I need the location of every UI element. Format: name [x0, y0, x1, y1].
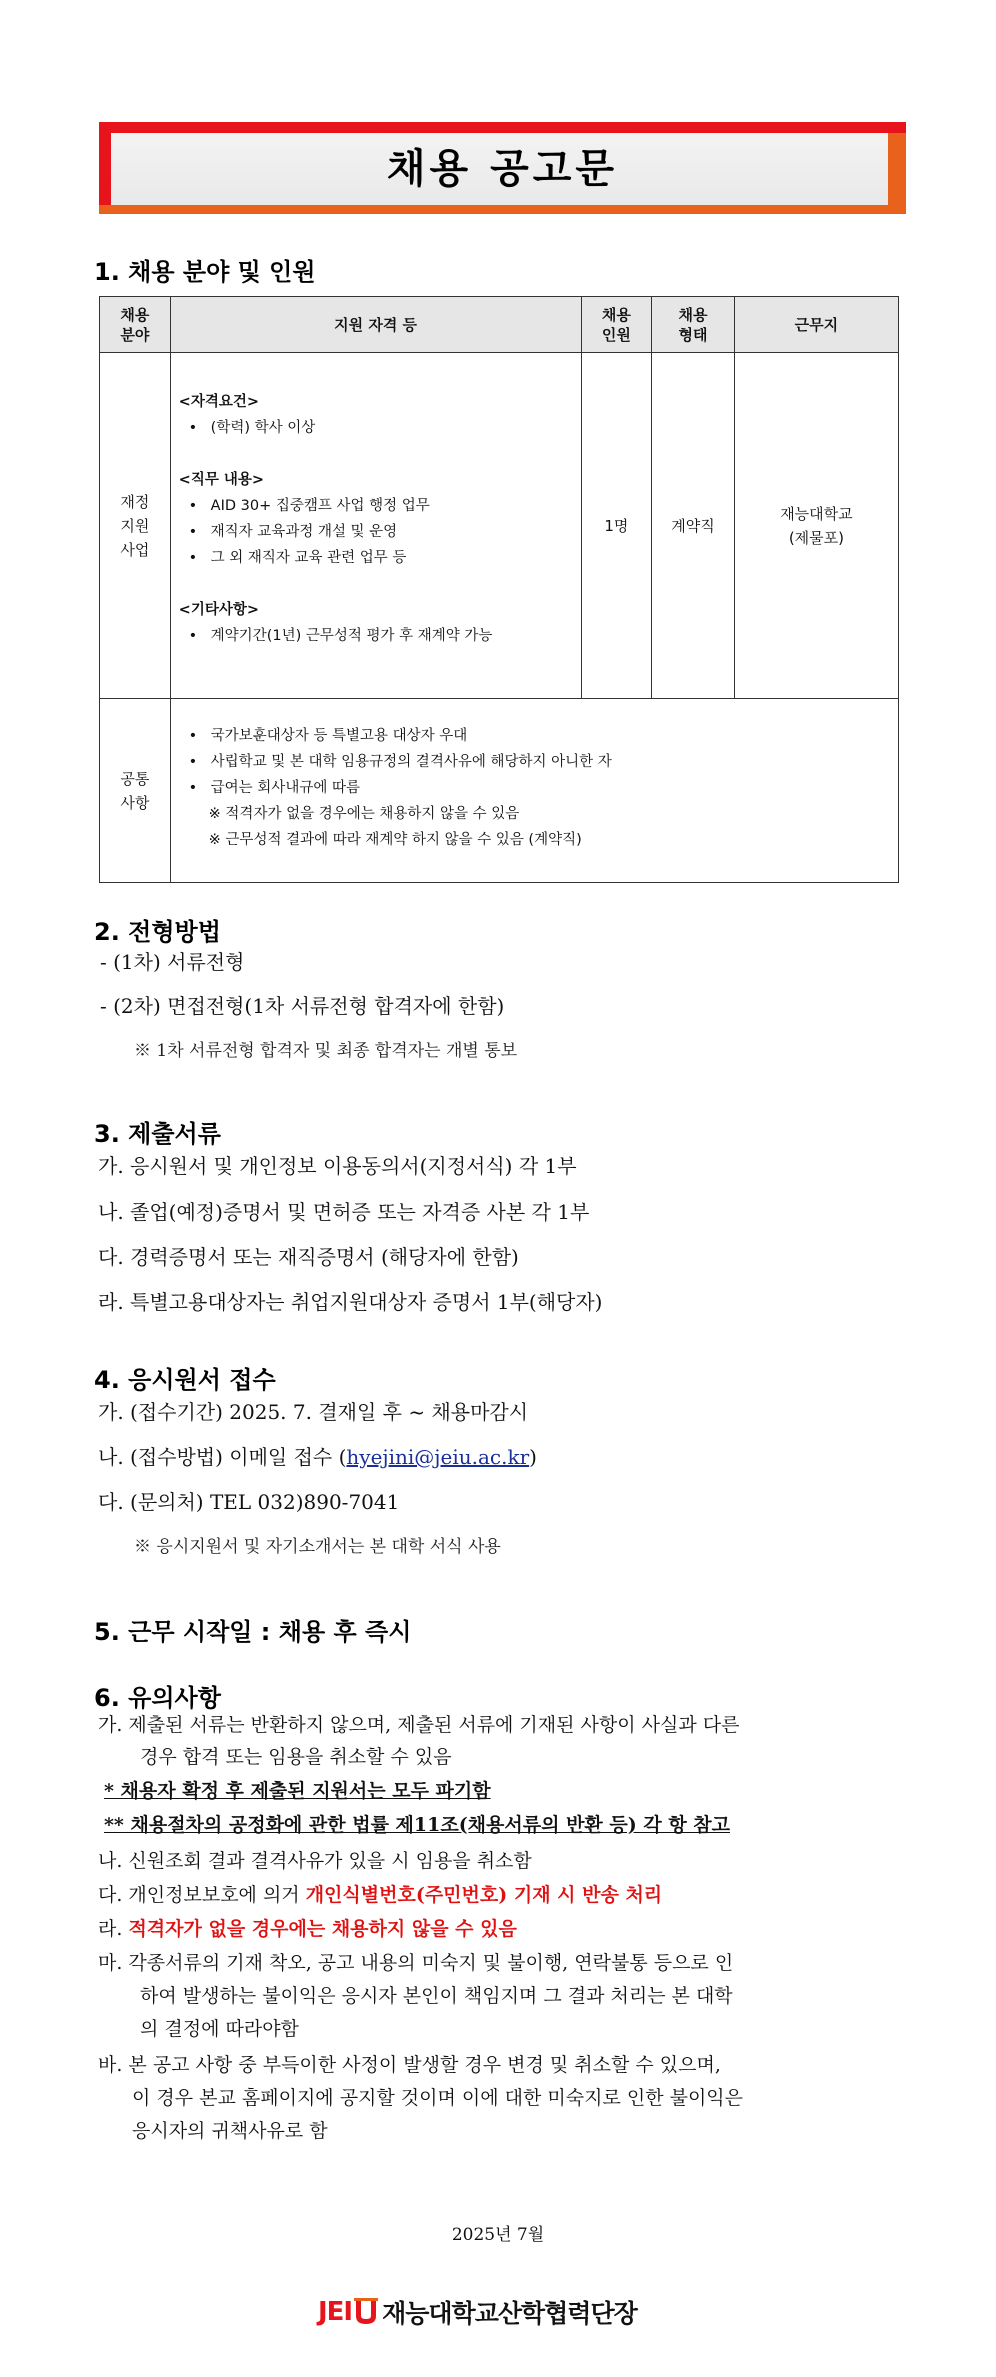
list-item: 다. 경력증명서 또는 재직증명서 (해당자에 한함)	[98, 1245, 519, 1269]
common-items-cell	[170, 699, 898, 883]
note-item: ※ 근무성적 결과에 따라 재계약 하지 않을 수 있음 (계약직)	[208, 832, 582, 848]
list-item: • 재직자 교육과정 개설 및 운영	[179, 519, 577, 545]
list-item: • 계약기간(1년) 근무성적 평가 후 재계약 가능	[179, 623, 577, 649]
note-item: ※ 응시지원서 및 자기소개서는 본 대학 서식 사용	[134, 1537, 501, 1557]
list-item-prefix: 다. 개인정보보호에 의거	[98, 1884, 306, 1906]
list-item: 다. (문의처) TEL 032)890-7041	[98, 1490, 400, 1514]
note-item: ※ 적격자가 없을 경우에는 채용하지 않을 수 있음	[208, 806, 520, 822]
etc-title: <기타사항>	[178, 602, 259, 618]
emphasis-note: ** 채용절차의 공정화에 관한 법률 제11조(채용서류의 반환 등) 각 항 참고	[104, 1814, 730, 1836]
list-item-continued: 경우 합격 또는 임용을 취소할 수 있음	[140, 1746, 452, 1768]
bottom-orange-bar	[99, 205, 906, 214]
table-row	[100, 699, 899, 883]
header-location: 근무지	[734, 297, 898, 353]
list-item: - (2차) 면접전형(1차 서류전형 합격자에 한함)	[100, 994, 505, 1018]
recruitment-table	[99, 296, 899, 883]
email-line-prefix: 나. (접수방법) 이메일 접수 (	[98, 1445, 347, 1469]
list-item-prefix: 라.	[98, 1918, 129, 1940]
issue-date: 2025년 7월	[451, 2225, 545, 2245]
header-qualification: 지원 자격 등	[170, 297, 581, 353]
section5-heading: 5. 근무 시작일 : 채용 후 즉시	[94, 1618, 412, 1646]
list-item-continued: 하여 발생하는 불이익은 응시자 본인이 책임지며 그 결과 처리는 본 대학	[140, 1985, 733, 2007]
list-item: • AID 30+ 집중캠프 사업 행정 업무	[179, 493, 577, 519]
list-item: 가. 제출된 서류는 반환하지 않으며, 제출된 서류에 기재된 사항이 사실과 다른	[98, 1714, 740, 1736]
list-item: 바. 본 공고 사항 중 부득이한 사정이 발생할 경우 변경 및 취소할 수 있으며,	[98, 2054, 721, 2076]
table-header-row	[100, 297, 899, 353]
list-item: 가. 응시원서 및 개인정보 이용동의서(지정서식) 각 1부	[98, 1154, 577, 1178]
list-item: • 국가보훈대상자 등 특별고용 대상자 우대	[179, 723, 894, 749]
list-item: - (1차) 서류전형	[100, 950, 245, 974]
red-warning: 적격자가 없을 경우에는 채용하지 않을 수 있음	[128, 1918, 517, 1940]
qualification-cell	[170, 353, 581, 699]
section1-heading: 1. 채용 분야 및 인원	[94, 258, 316, 286]
field-cell: 재정 지원 사업	[100, 353, 171, 699]
header-type: 채용 형태	[652, 297, 735, 353]
list-item: 가. (접수기간) 2025. 7. 결재일 후 ~ 채용마감시	[98, 1400, 529, 1424]
list-item	[98, 1914, 517, 1941]
duty-title: <직무 내용>	[178, 472, 265, 488]
section6-heading: 6. 유의사항	[94, 1684, 221, 1712]
list-item: 나. 졸업(예정)증명서 및 면허증 또는 자격증 사본 각 1부	[98, 1200, 590, 1224]
list-item	[98, 1880, 662, 1907]
organization-name: 재능대학교산학협력단장	[382, 2299, 637, 2328]
page-title: 채용 공고문	[386, 146, 619, 192]
table-row	[100, 353, 899, 699]
section2-heading: 2. 전형방법	[94, 918, 221, 946]
email-link[interactable]: hyejini@jeiu.ac.kr	[346, 1445, 530, 1469]
section3-heading: 3. 제출서류	[94, 1120, 221, 1148]
top-red-bar	[99, 122, 906, 133]
logo-jei-text: JEI	[318, 2297, 353, 2327]
list-item	[98, 1441, 537, 1470]
count-cell: 1명	[581, 353, 652, 699]
title-banner	[99, 122, 906, 214]
location-cell: 재능대학교 (제물포)	[734, 353, 898, 699]
red-warning: 개인식별번호(주민번호) 기재 시 반송 처리	[305, 1884, 663, 1906]
section4-heading: 4. 응시원서 접수	[94, 1366, 276, 1394]
list-item: • (학력) 학사 이상	[179, 415, 577, 441]
list-item: 나. 신원조회 결과 결격사유가 있을 시 임용을 취소함	[98, 1850, 532, 1872]
emphasis-note: * 채용자 확정 후 제출된 지원서는 모두 파기함	[104, 1780, 491, 1802]
list-item-continued: 이 경우 본교 홈페이지에 공지할 것이며 이에 대한 미숙지로 인한 불이익은	[132, 2087, 744, 2109]
organization-logo	[318, 2292, 637, 2332]
list-item: • 그 외 재직자 교육 관련 업무 등	[179, 545, 577, 571]
list-item: • 급여는 회사내규에 따름	[179, 775, 894, 801]
email-line-suffix: )	[529, 1445, 537, 1469]
type-cell: 계약직	[652, 353, 735, 699]
list-item: 라. 특별고용대상자는 취업지원대상자 증명서 1부(해당자)	[98, 1290, 603, 1314]
list-item: • 사립학교 및 본 대학 임용규정의 결격사유에 해당하지 아니한 자	[179, 749, 894, 775]
list-item-continued: 응시자의 귀책사유로 함	[132, 2120, 328, 2142]
header-field: 채용 분야	[100, 297, 171, 353]
common-field-cell: 공통 사항	[100, 699, 171, 883]
list-item: 마. 각종서류의 기재 착오, 공고 내용의 미숙지 및 불이행, 연락불통 등으로 인	[98, 1952, 734, 1974]
list-item-continued: 의 결정에 따라야함	[140, 2018, 299, 2040]
note-item: ※ 1차 서류전형 합격자 및 최종 합격자는 개별 통보	[134, 1041, 518, 1061]
header-count: 채용 인원	[581, 297, 652, 353]
logo-mark-icon	[354, 2298, 378, 2326]
qual-title: <자격요건>	[178, 394, 259, 410]
